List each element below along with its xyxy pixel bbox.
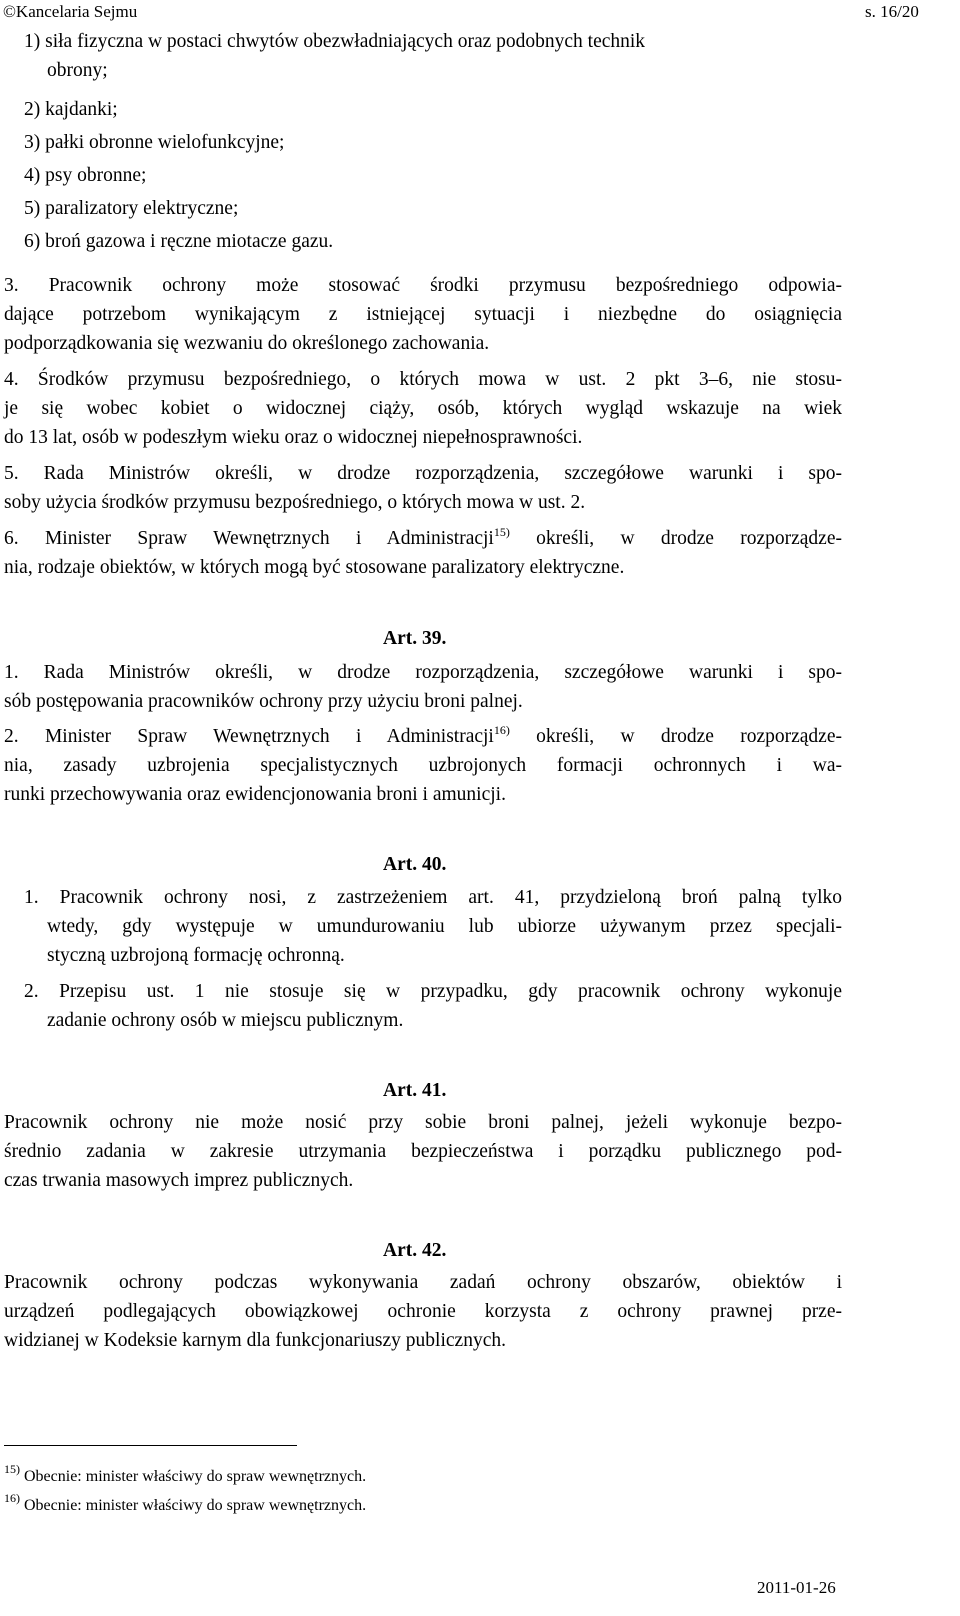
- paragraph-line: runki przechowywania oraz ewidencjonowania broni i amunicji.: [4, 784, 506, 805]
- list-item: 2) kajdanki;: [24, 99, 118, 120]
- article-heading: Art. 42.: [383, 1240, 447, 1261]
- paragraph-line: dające potrzebom wynikającym z istniejącej sytuacji i niezbędne do osiągnięcia: [4, 304, 842, 325]
- list-item: 1) siła fizyczna w postaci chwytów obezwładniających oraz podobnych technik: [24, 31, 646, 52]
- header-source: ©Kancelaria Sejmu: [3, 2, 138, 21]
- paragraph-line: do 13 lat, osób w podeszłym wieku oraz o widocznej niepełnosprawności.: [4, 427, 583, 448]
- paragraph-line: średnio zadania w zakresie utrzymania bezpieczeństwa i porządku publicznego pod-: [4, 1141, 842, 1162]
- paragraph-line: widzianej w Kodeksie karnym dla funkcjonariuszy publicznych.: [4, 1330, 506, 1351]
- paragraph-line: nia, rodzaje obiektów, w których mogą być stosowane paralizatory elektryczne.: [4, 557, 625, 578]
- paragraph-line: 3. Pracownik ochrony może stosować środki przymusu bezpośredniego odpowia-: [4, 275, 842, 296]
- list-item: 3) pałki obronne wielofunkcyjne;: [24, 132, 285, 153]
- paragraph-line: 4. Środków przymusu bezpośredniego, o których mowa w ust. 2 pkt 3–6, nie stosu-: [4, 369, 842, 390]
- paragraph-line: czas trwania masowych imprez publicznych.: [4, 1170, 354, 1191]
- article-heading: Art. 39.: [383, 628, 447, 649]
- paragraph-line: sób postępowania pracowników ochrony przy użyciu broni palnej.: [4, 691, 523, 712]
- footnote-ref: 15): [493, 525, 510, 539]
- paragraph-line: soby użycia środków przymusu bezpośredniego, o których mowa w ust. 2.: [4, 492, 586, 513]
- paragraph-line: Pracownik ochrony nie może nosić przy sobie broni palnej, jeżeli wykonuje bezpo-: [4, 1112, 842, 1133]
- paragraph-line: wtedy, gdy występuje w umundurowaniu lub ubiorze używanym przez specjali-: [47, 916, 842, 937]
- article-heading: Art. 41.: [383, 1080, 447, 1101]
- article-heading: Art. 40.: [383, 854, 447, 875]
- paragraph-line: 1. Rada Ministrów określi, w drodze rozporządzenia, szczegółowe warunki i spo-: [4, 662, 842, 683]
- paragraph-line: 6. Minister Spraw Wewnętrznych i Administracji$^{15)}$ określi, w drodze rozporządze-: [4, 525, 842, 549]
- page-number: s. 16/20: [865, 2, 919, 21]
- paragraph-line: 2. Przepisu ust. 1 nie stosuje się w przypadku, gdy pracownik ochrony wykonuje: [24, 981, 842, 1002]
- paragraph-line: 1. Pracownik ochrony nosi, z zastrzeżeniem art. 41, przydzieloną broń palną tylko: [24, 887, 842, 908]
- list-item: 4) psy obronne;: [24, 165, 147, 186]
- footnote-number: 15): [4, 1462, 20, 1476]
- list-item: 5) paralizatory elektryczne;: [24, 198, 239, 219]
- footnote-separator: [4, 1445, 297, 1446]
- paragraph-line: styczną uzbrojoną formację ochronną.: [47, 945, 345, 966]
- footnote: $^{15)}$ Obecnie: minister właściwy do spraw wewnętrznych.: [4, 1462, 367, 1485]
- footnote: $^{16)}$ Obecnie: minister właściwy do spraw wewnętrznych.: [4, 1491, 367, 1514]
- paragraph-line: urządzeń podlegających obowiązkowej ochronie korzysta z ochrony prawnej prze-: [4, 1301, 842, 1322]
- paragraph-line: nia, zasady uzbrojenia specjalistycznych uzbrojonych formacji ochronnych i wa-: [4, 755, 842, 776]
- paragraph-line: 5. Rada Ministrów określi, w drodze rozporządzenia, szczegółowe warunki i spo-: [4, 463, 842, 484]
- paragraph-line: je się wobec kobiet o widocznej ciąży, osób, których wygląd wskazuje na wiek: [4, 398, 842, 419]
- list-item-continuation: obrony;: [47, 60, 108, 81]
- footnote-number: 16): [4, 1491, 20, 1505]
- footnote-ref: 16): [493, 723, 510, 737]
- paragraph-line: Pracownik ochrony podczas wykonywania zadań ochrony obszarów, obiektów i: [4, 1272, 842, 1293]
- footer-date: 2011-01-26: [757, 1578, 836, 1597]
- paragraph-line: zadanie ochrony osób w miejscu publicznym.: [47, 1010, 404, 1031]
- paragraph-line: 2. Minister Spraw Wewnętrznych i Administracji$^{16)}$ określi, w drodze rozporządze-: [4, 723, 842, 747]
- paragraph-line: podporządkowania się wezwaniu do określonego zachowania.: [4, 333, 490, 354]
- list-item: 6) broń gazowa i ręczne miotacze gazu.: [24, 231, 334, 252]
